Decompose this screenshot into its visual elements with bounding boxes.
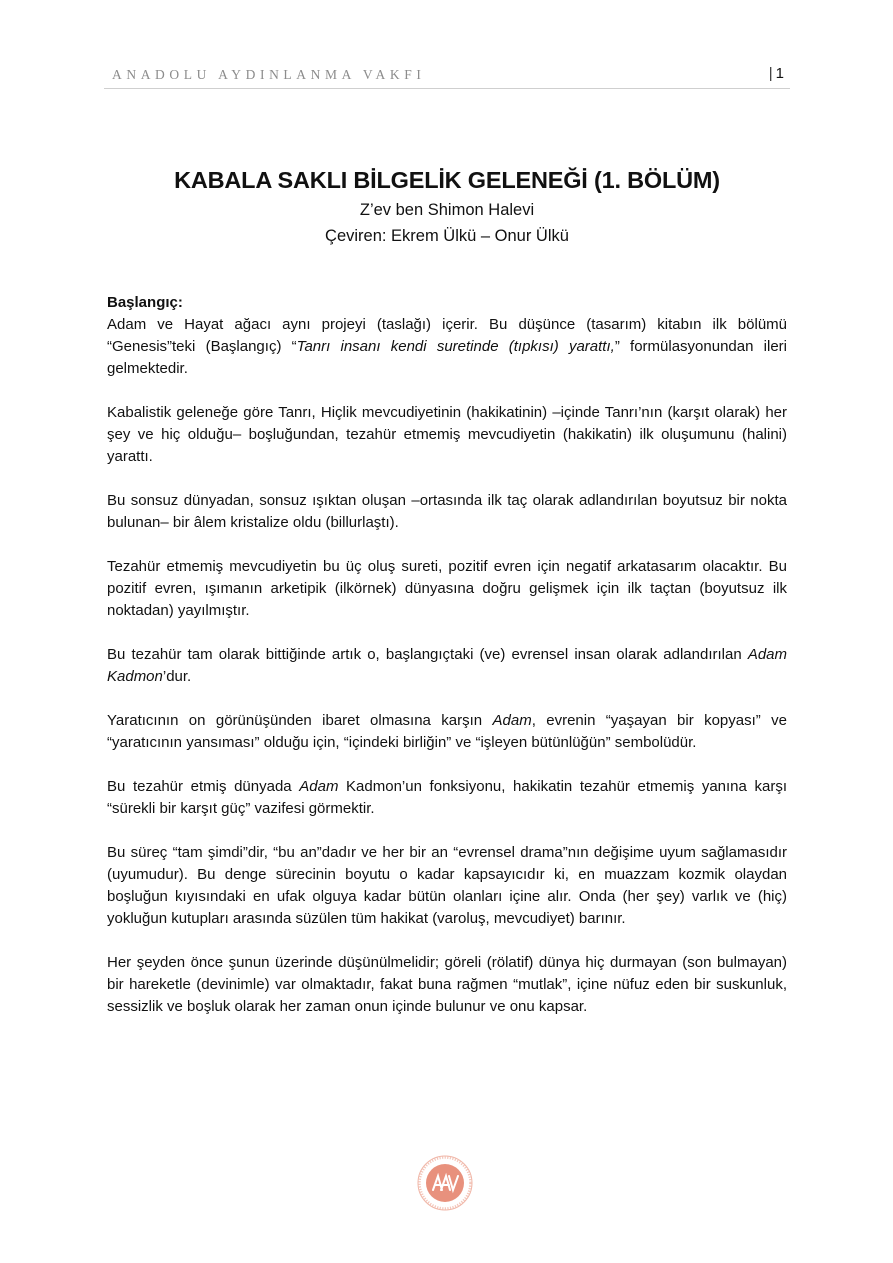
italic-text: Tanrı insanı kendi suretinde (tıpkısı) yarattı, [296,338,615,355]
body-paragraph [107,842,787,930]
paragraph-text: ’dur. [162,668,192,685]
paragraph-text: Bu tezahür tam olarak bittiğinde artık o, başlangıçtaki (ve) evrensel insan olarak adlandırılan [107,646,748,663]
seal-inner-disc [426,1164,464,1202]
header-organization: ANADOLU AYDINLANMA VAKFI [112,67,426,82]
paragraph-text: Tezahür etmemiş mevcudiyetin bu üç oluş sureti, pozitif evren için negatif arkatasarım olacaktır. Bu pozitif evren, ışımanın arketipik (ilkörnek) dünyasına doğru gelişmek için ilk taçtan (boyutsuz ilk noktadan) yayılmıştır. [107,558,787,619]
body-paragraph [107,776,787,820]
paragraph-text: Bu süreç “tam şimdi”dir, “bu an”dadır ve her bir an “evrensel drama”nın değişime uyum sağlamasıdır (uyumudur). Bu denge sürecinin boyutu o kadar kapsayıcıdır ki, en muazzam kozmik olaydan boşluğun kıyısındaki en ufak olguya kadar bütün olanları içine alır. Onda (her şey) varlık ve (hiç) yokluğun kutupları arasında süzülen tüm hakikat (varoluş, mevcudiyet) barınır. [107,844,787,927]
paragraph-text: , evrenin “yaşayan bir kopyası” ve “yaratıcının yansıması” olduğu için, “içindeki birliğin” ve “işleyen bütünlüğün” sembolüdür. [107,712,787,751]
italic-text: Adam [299,778,339,795]
body-paragraph [107,402,787,468]
paragraph-text: Bu tezahür etmiş dünyada [107,778,300,795]
italic-text: Adam [492,712,532,729]
foundation-seal-icon [417,1155,473,1211]
page-number-value: 1 [775,65,784,82]
paragraph-text: Adam ve Hayat ağacı aynı projeyi (taslağı) içerir. Bu düşünce (tasarım) kitabın ilk bölümü “Genesis”teki (Başlangıç) “ [107,316,787,355]
paragraph-text: ” formülasyonundan ileri gelmektedir. [107,338,788,377]
document-body [107,292,787,1040]
paragraph-text: Kabalistik geleneğe göre Tanrı, Hiçlik mevcudiyetinin (hakikatinin) –içinde Tanrı’nın (karşıt olarak) her şey ve hiç olduğu– boşluğundan, tezahür etmemiş mevcudiyetin (hakikatin) ilk oluşumunu (halini) yarattı. [107,404,787,465]
body-paragraph [107,556,787,622]
paragraph-text: Yaratıcının on görünüşünden ibaret olmasına karşın [107,712,493,729]
author-line: Z’ev ben Shimon Halevi [359,201,535,219]
paragraph-text: Her şeyden önce şunun üzerinde düşünülmelidir; göreli (rölatif) dünya hiç durmayan (son bulmayan) bir hareketle (devinimle) var olmaktadır, fakat buna rağmen “mutlak”, içine nüfuz eden bir suskunluk, sessizlik ve boşluk olarak her zaman onun içinde bulunur ve onu kapsar. [107,954,787,1015]
body-paragraph [107,710,787,754]
seal-graphic [417,1155,473,1211]
paragraph-text: Kadmon’un fonksiyonu, hakikatin tezahür etmemiş yanına karşı “sürekli bir karşıt güç” vazifesi görmektir. [107,778,787,817]
body-paragraph [107,314,787,380]
section-heading: Başlangıç: [107,294,183,311]
header-separator: | [768,65,773,82]
title-block [104,163,790,249]
body-paragraph [107,644,787,688]
body-paragraph [107,952,787,1018]
document-title: KABALA SAKLI BİLGELİK GELENEĞİ (1. BÖLÜM) [174,167,720,193]
body-paragraph [107,490,787,534]
italic-text: Adam Kadmon [107,646,787,685]
translators-line: Çeviren: Ekrem Ülkü – Onur Ülkü [325,227,569,245]
page-number [769,65,784,82]
paragraph-text: Bu sonsuz dünyadan, sonsuz ışıktan oluşan –ortasında ilk taç olarak adlandırılan boyutsuz bir nokta bulunan– bir âlem kristalize oldu (billurlaştı). [107,492,787,531]
page-header [104,64,790,89]
paragraph-list [107,314,787,1018]
